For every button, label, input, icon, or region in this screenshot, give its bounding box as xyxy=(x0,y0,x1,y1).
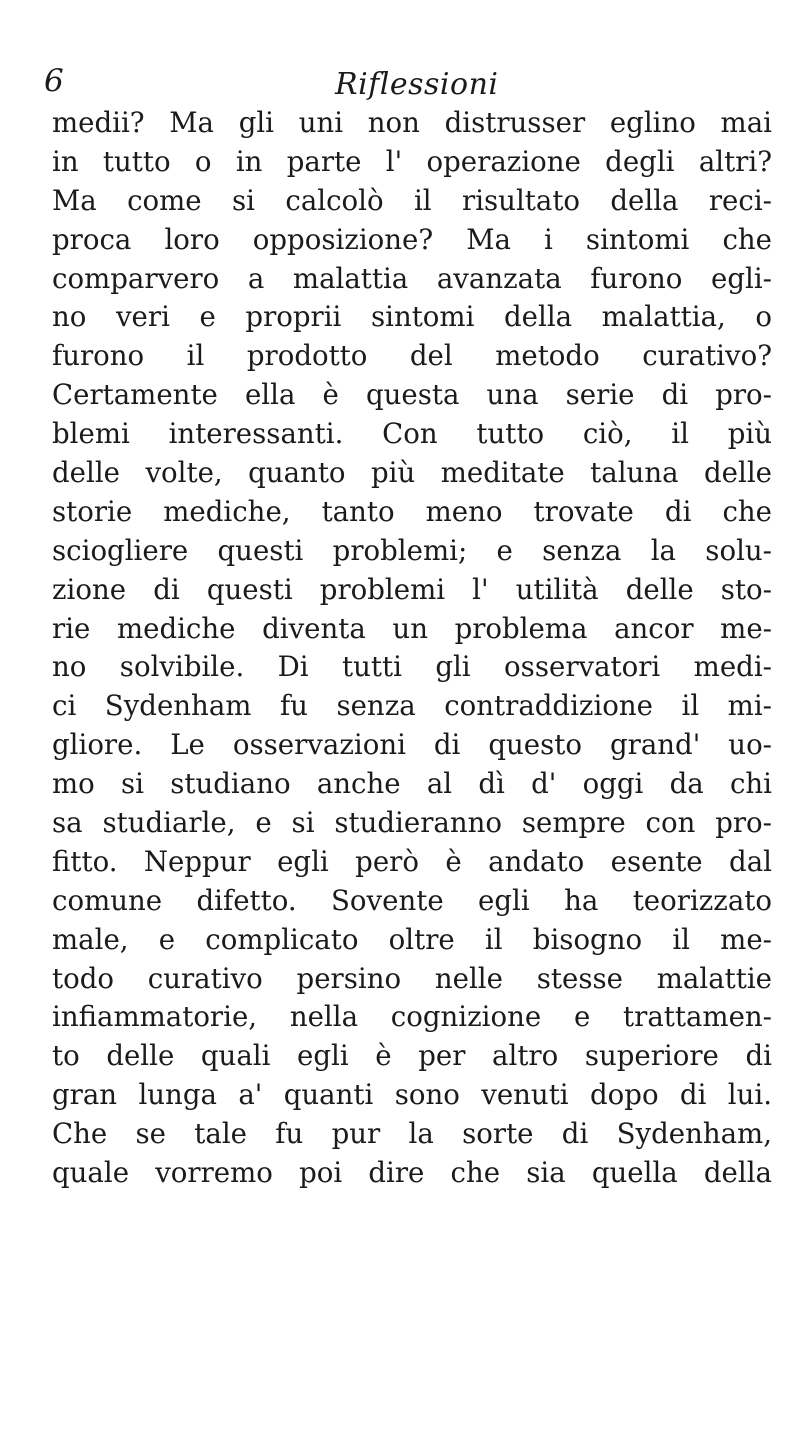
text-line: infiammatorie, nella cognizione e trattamen- xyxy=(52,1000,772,1034)
text-line: mo si studiano anche al dì d' oggi da chi xyxy=(52,767,772,801)
text-line: gran lunga a' quanti sono venuti dopo di lui. xyxy=(52,1078,772,1112)
text-line: proca loro opposizione? Ma i sintomi che xyxy=(52,222,772,256)
text-line: Che se tale fu pur la sorte di Sydenham, xyxy=(52,1117,772,1151)
running-title: Riflessioni xyxy=(335,67,499,102)
text-line: fitto. Neppur egli però è andato esente dal xyxy=(52,844,772,878)
text-line: rie mediche diventa un problema ancor me- xyxy=(52,611,772,645)
text-line: ci Sydenham fu senza contraddizione il mi- xyxy=(52,689,772,723)
text-line: zione di questi problemi l' utilità delle sto- xyxy=(52,572,772,606)
text-line: delle volte, quanto più meditate taluna delle xyxy=(52,456,772,490)
text-line: male, e complicato oltre il bisogno il me- xyxy=(52,922,772,956)
text-line: todo curativo persino nelle stesse malattie xyxy=(52,961,772,995)
text-line: storie mediche, tanto meno trovate di che xyxy=(52,494,772,528)
text-line: furono il prodotto del metodo curativo? xyxy=(52,339,772,373)
text-line: sciogliere questi problemi; e senza la solu- xyxy=(52,533,772,567)
text-line: sa studiarle, e si studieranno sempre con pro- xyxy=(52,806,772,840)
text-line: to delle quali egli è per altro superiore di xyxy=(52,1039,772,1073)
text-line: no solvibile. Di tutti gli osservatori medi- xyxy=(52,650,772,684)
text-line: comparvero a malattia avanzata furono egli- xyxy=(52,261,772,295)
text-line: Certamente ella è questa una serie di pro- xyxy=(52,378,772,412)
text-line: medii? Ma gli uni non distrusser eglino mai xyxy=(52,106,772,139)
text-line: in tutto o in parte l' operazione degli altri? xyxy=(52,144,772,178)
text-line: no veri e proprii sintomi della malattia, o xyxy=(52,300,772,334)
text-line: comune difetto. Sovente egli ha teorizzato xyxy=(52,883,772,917)
body-text xyxy=(52,104,772,1193)
text-line: quale vorremo poi dire che sia quella della xyxy=(52,1156,772,1190)
page-number: 6 xyxy=(44,63,64,99)
text-line: Ma come si calcolò il risultato della reci- xyxy=(52,183,772,217)
text-line: blemi interessanti. Con tutto ciò, il più xyxy=(52,417,772,451)
text-line: gliore. Le osservazioni di questo grand' uo- xyxy=(52,728,772,762)
